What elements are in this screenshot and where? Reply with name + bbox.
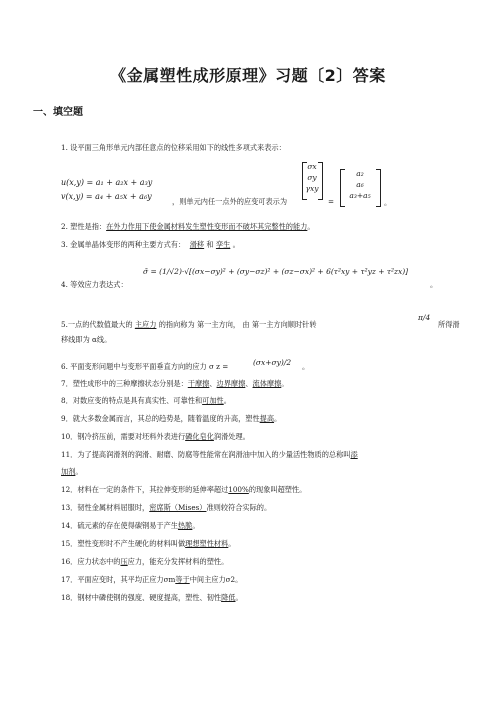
answer-8: 可加性 bbox=[202, 396, 224, 405]
answer-2: 在外力作用下使金属材料发生塑性变形而不破坏其完整性的能力 bbox=[106, 222, 308, 231]
question-10: 10．钢冷挤压前，需要对坯料外表进行磷化皂化润滑处理。 bbox=[61, 432, 250, 441]
question-3: 3. 金属单晶体变形的两种主要方式有： 滑移 和 孪生 。 bbox=[61, 240, 240, 249]
question-7: 7．塑性成形中的三种摩擦状态分别是：干摩擦、边界摩擦、流体摩擦。 bbox=[61, 379, 289, 388]
answer-9: 提高 bbox=[259, 414, 275, 423]
question-1-text: 1. 设平面三角形单元内部任意点的位移采用如下的线性多项式来表示： bbox=[61, 143, 286, 152]
strain-y: σy bbox=[307, 173, 317, 182]
answer-5: 主应力 bbox=[134, 320, 157, 329]
strain-xy: γxy bbox=[305, 184, 319, 193]
sigma-z-formula: (σx+σy)/2 bbox=[253, 358, 292, 367]
section-heading: 一、填空题 bbox=[33, 107, 83, 118]
answer-15: 理想塑性材料 bbox=[185, 539, 229, 548]
answer-3a: 滑移 bbox=[189, 240, 205, 249]
answer-7c: 流体摩擦 bbox=[252, 379, 282, 388]
question-12: 12．材料在一定的条件下，其拉伸变形的延伸率超过100%的现象叫超塑性。 bbox=[61, 485, 307, 494]
coef-1: a₂ bbox=[356, 169, 364, 178]
question-17: 17．平面应变时，其平均正应力σm等于中间主应力σ2。 bbox=[61, 575, 243, 584]
answer-13: 密席斯（Mises） bbox=[149, 503, 207, 512]
answer-10: 磷化皂化 bbox=[185, 432, 214, 441]
question-14: 14．硫元素的存在使得碳钢易于产生热脆。 bbox=[61, 521, 200, 530]
question-18: 18．钢材中磷使钢的强度、硬度提高，塑性、韧性降低。 bbox=[61, 593, 243, 602]
question-15: 15．塑性变形时不产生硬化的材料叫做理想塑性材料。 bbox=[61, 539, 236, 548]
equation-u: u(x,y) = a₁ + a₂x + a₃y bbox=[61, 178, 153, 187]
answer-16: 压 bbox=[120, 557, 128, 566]
equivalent-stress-formula: σ̄ = (1/√2)·√[(σx−σy)² + (σy−σz)² + (σz−σx)² + 6(τ²xy + τ²yz + τ²zx)] bbox=[143, 267, 409, 276]
answer-7b: 边界摩擦 bbox=[216, 379, 246, 388]
coef-3: a₃+a₅ bbox=[349, 191, 371, 200]
coef-vector bbox=[343, 168, 377, 201]
strain-vector bbox=[305, 161, 319, 194]
question-4: 4. 等效应力表达式： bbox=[61, 280, 128, 289]
coef-2: a₆ bbox=[356, 180, 364, 189]
question-11: 11．为了提高润滑剂的润滑、耐磨、防腐等性能常在润滑油中加入的少量活性物质的总称叫添 bbox=[61, 450, 358, 459]
answer-11b: 加剂 bbox=[61, 467, 76, 476]
answer-18: 降低 bbox=[221, 593, 236, 602]
answer-14: 热脆 bbox=[177, 521, 193, 530]
strain-x: σx bbox=[307, 162, 317, 171]
pi-over-four: π/4 bbox=[418, 313, 431, 322]
equation-v: v(x,y) = a₄ + a₅x + a₆y bbox=[61, 192, 152, 201]
question-16: 16．应力状态中的压应力，能充分发挥材料的塑性。 bbox=[61, 557, 229, 566]
answer-17: 等于 bbox=[175, 575, 190, 584]
question-13: 13．韧性金属材料屈服时，密席斯（Mises）准则较符合实际的。 bbox=[61, 503, 272, 512]
question-5: 5.一点的代数值最大的 主应力 的指向称为 第一主方向， 由 第一主方向顺时针转 bbox=[61, 320, 317, 329]
document-title: 《金属塑性成形原理》习题〔2〕答案 bbox=[110, 66, 386, 85]
question-9: 9．就大多数金属而言，其总的趋势是，随着温度的升高，塑性提高。 bbox=[61, 414, 282, 423]
answer-12: 100% bbox=[228, 485, 249, 494]
question-6: 6. 平面变形问题中与变形平面垂直方向的应力 σ z = bbox=[61, 362, 229, 371]
question-11-cont: 加剂。 bbox=[61, 467, 83, 476]
question-5-cont: 移线即为 α线。 bbox=[61, 335, 112, 344]
equals-sign: = bbox=[328, 197, 335, 206]
question-2: 2. 塑性是指：在外力作用下使金属材料发生塑性变形而不破坏其完整性的能力。 bbox=[61, 222, 315, 231]
question-8: 8．对数应变的特点是具有真实性、可靠性和可加性。 bbox=[61, 396, 231, 405]
answer-3b: 孪生 bbox=[215, 240, 231, 249]
question-1-tail: ，则单元内任一点外的应变可表示为 bbox=[172, 197, 288, 206]
answer-11a: 添 bbox=[350, 450, 358, 459]
answer-7a: 干摩擦 bbox=[187, 379, 210, 388]
